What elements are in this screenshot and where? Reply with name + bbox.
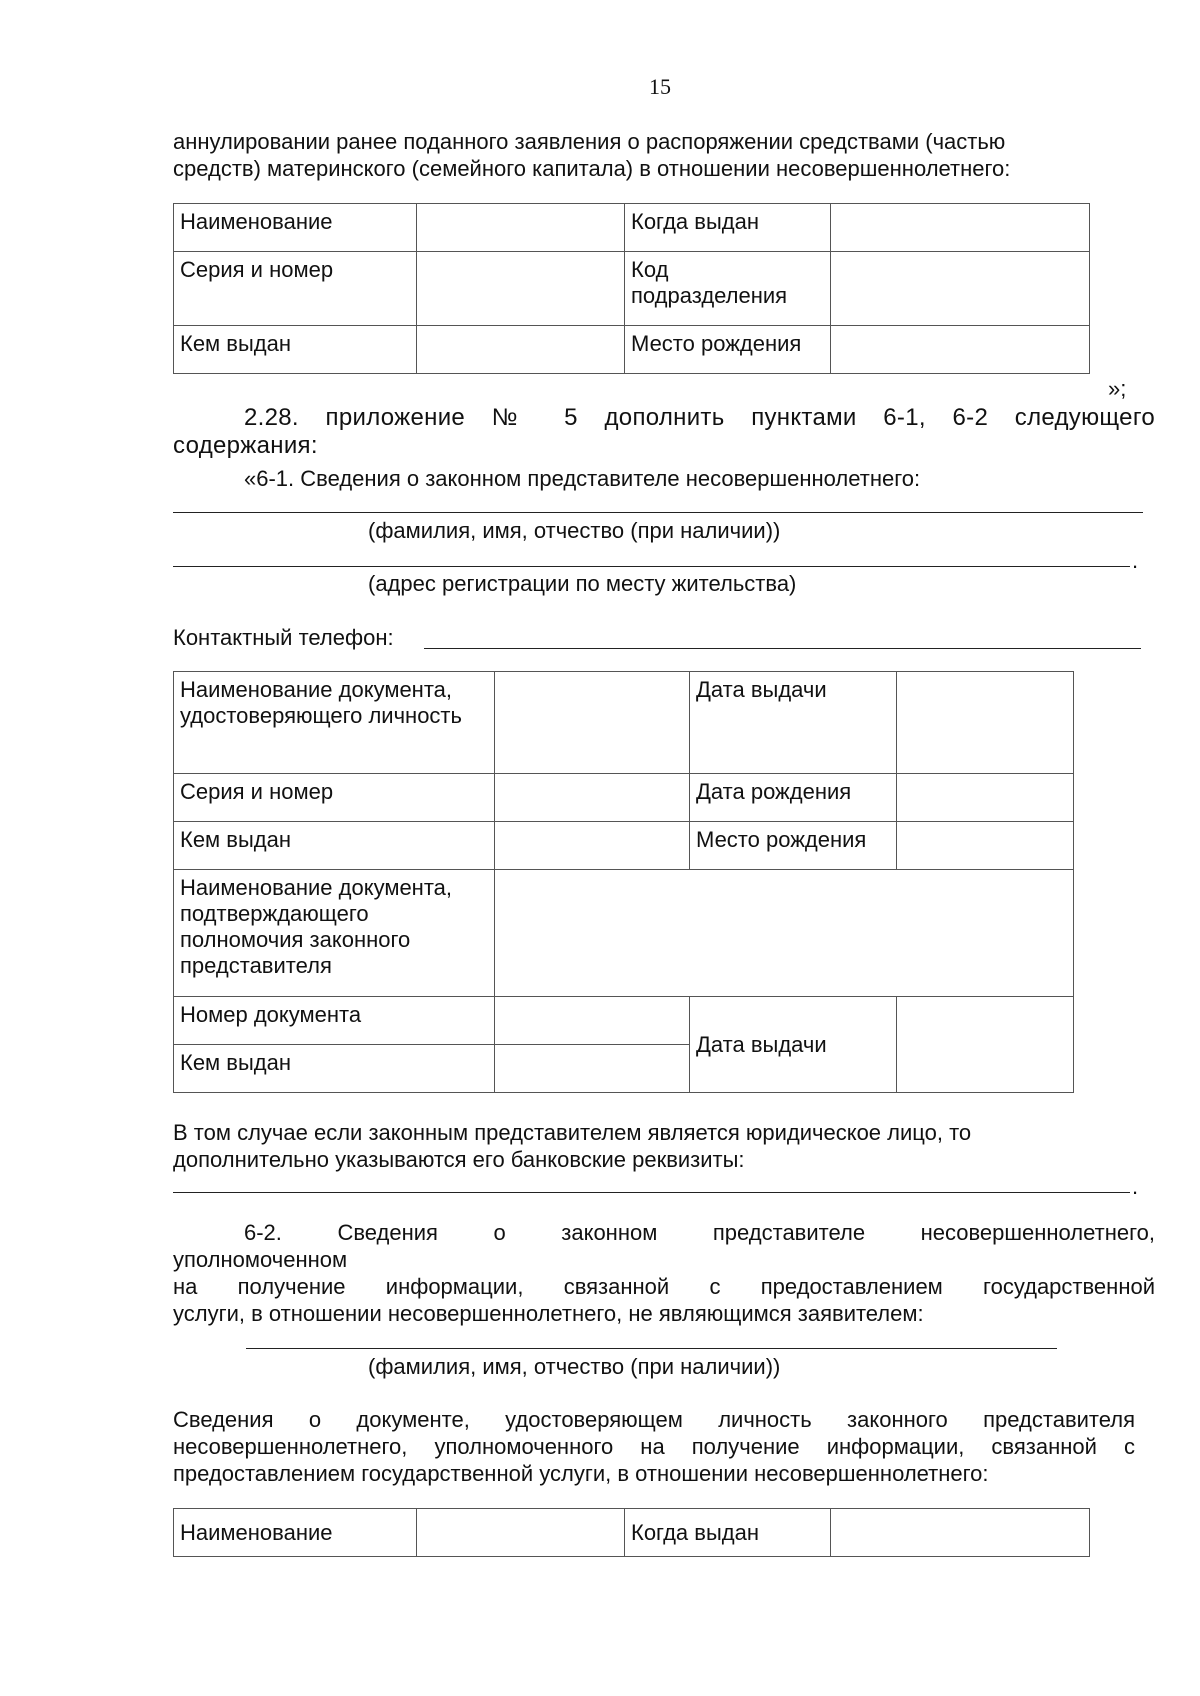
cell-issued-by-value[interactable] <box>417 326 625 374</box>
cell-authority-doc-label: Наименование документа, подтверждающего полномочия законного представителя <box>174 870 495 997</box>
cell-name-label-3: Наименование <box>174 1509 417 1557</box>
cell-series-label: Серия и номер <box>174 252 417 326</box>
cell-birth-date-label: Дата рождения <box>690 774 897 822</box>
item-6-2-line-4: услуги, в отношении несовершеннолетнего, не являющимся заявителем: <box>173 1301 924 1326</box>
cell-id-doc-label: Наименование документа, удостоверяющего личность <box>174 672 495 774</box>
item-6-2-line-2: уполномоченном <box>173 1247 348 1272</box>
closing-quote: »; <box>1108 376 1127 401</box>
bank-details-underline[interactable] <box>173 1192 1130 1193</box>
cell-doc-number-label: Номер документа <box>174 997 495 1045</box>
contact-phone-underline[interactable] <box>424 648 1141 649</box>
section-2-28 <box>173 404 1155 460</box>
intro-line-2: средств) материнского (семейного капитала) в отношении несовершеннолетнего: <box>173 156 1011 181</box>
legal-entity-line-1: В том случае если законным представителем является юридическое лицо, то <box>173 1120 972 1145</box>
section-2-28-line-2: содержания: <box>173 432 318 459</box>
cell-division-code-label: Код подразделения <box>625 252 831 326</box>
document-table-3 <box>173 1508 1090 1557</box>
cell-id-doc-value[interactable] <box>495 672 690 774</box>
cell-issued-when-value[interactable] <box>831 204 1090 252</box>
contact-phone-label: Контактный телефон: <box>173 625 394 650</box>
cell-issue-date-value-2[interactable] <box>897 997 1074 1093</box>
cell-division-code-value[interactable] <box>831 252 1090 326</box>
cell-issued-when-label: Когда выдан <box>625 204 831 252</box>
doc-info-line-1: Сведения о документе, удостоверяющем личность законного представителя <box>173 1407 1135 1432</box>
cell-issued-when-value-3[interactable] <box>831 1509 1090 1557</box>
doc-info-line-2: несовершеннолетнего, уполномоченного на получение информации, связанной с <box>173 1434 1135 1459</box>
intro-line-1: аннулировании ранее поданного заявления о распоряжении средствами (частью <box>173 129 1006 154</box>
cell-issue-date-label: Дата выдачи <box>690 672 897 774</box>
fio-caption-2: (фамилия, имя, отчество (при наличии)) <box>368 1354 781 1379</box>
bank-details-period: . <box>1132 1174 1139 1199</box>
address-caption: (адрес регистрации по месту жительства) <box>368 571 797 596</box>
intro-paragraph <box>173 128 1155 182</box>
cell-name-value-3[interactable] <box>417 1509 625 1557</box>
cell-birthplace-label: Место рождения <box>625 326 831 374</box>
fio-underline-1[interactable] <box>173 512 1143 513</box>
doc-info-line-3: предоставлением государственной услуги, в отношении несовершеннолетнего: <box>173 1461 989 1486</box>
cell-issued-by-label-2: Кем выдан <box>174 822 495 870</box>
cell-name-label: Наименование <box>174 204 417 252</box>
cell-birthplace-value[interactable] <box>831 326 1090 374</box>
address-underline[interactable] <box>173 566 1130 567</box>
address-period: . <box>1132 548 1139 573</box>
cell-issued-when-label-3: Когда выдан <box>625 1509 831 1557</box>
cell-issue-date-label-2: Дата выдачи <box>690 997 897 1093</box>
cell-birthplace-value-2[interactable] <box>897 822 1074 870</box>
cell-issued-by-value-3[interactable] <box>495 1045 690 1093</box>
cell-issued-by-label: Кем выдан <box>174 326 417 374</box>
cell-issue-date-value[interactable] <box>897 672 1074 774</box>
item-6-1-title: «6-1. Сведения о законном представителе несовершеннолетнего: <box>244 466 921 491</box>
cell-series-value-2[interactable] <box>495 774 690 822</box>
cell-issued-by-label-3: Кем выдан <box>174 1045 495 1093</box>
cell-doc-number-value[interactable] <box>495 997 690 1045</box>
item-6-2-paragraph <box>173 1219 1155 1327</box>
cell-birthplace-label-2: Место рождения <box>690 822 897 870</box>
fio-underline-2[interactable] <box>246 1348 1057 1349</box>
item-6-2-line-3: на получение информации, связанной с предоставлением государственной <box>173 1274 1155 1299</box>
legal-entity-line-2: дополнительно указываются его банковские реквизиты: <box>173 1147 745 1172</box>
document-table-2 <box>173 671 1074 1093</box>
item-6-2-line-1: 6-2. Сведения о законном представителе несовершеннолетнего, <box>244 1220 1155 1245</box>
cell-issued-by-value-2[interactable] <box>495 822 690 870</box>
fio-caption-1: (фамилия, имя, отчество (при наличии)) <box>368 518 781 543</box>
document-table-1 <box>173 203 1090 374</box>
cell-name-value[interactable] <box>417 204 625 252</box>
cell-series-label-2: Серия и номер <box>174 774 495 822</box>
cell-birth-date-value[interactable] <box>897 774 1074 822</box>
section-2-28-line-1: 2.28. приложение № 5 дополнить пунктами 6-1, 6-2 следующего <box>244 404 1155 431</box>
doc-info-paragraph <box>173 1406 1135 1487</box>
cell-authority-doc-value[interactable] <box>495 870 1074 997</box>
legal-entity-paragraph <box>173 1119 1119 1173</box>
page-number: 15 <box>649 74 671 99</box>
cell-series-value[interactable] <box>417 252 625 326</box>
